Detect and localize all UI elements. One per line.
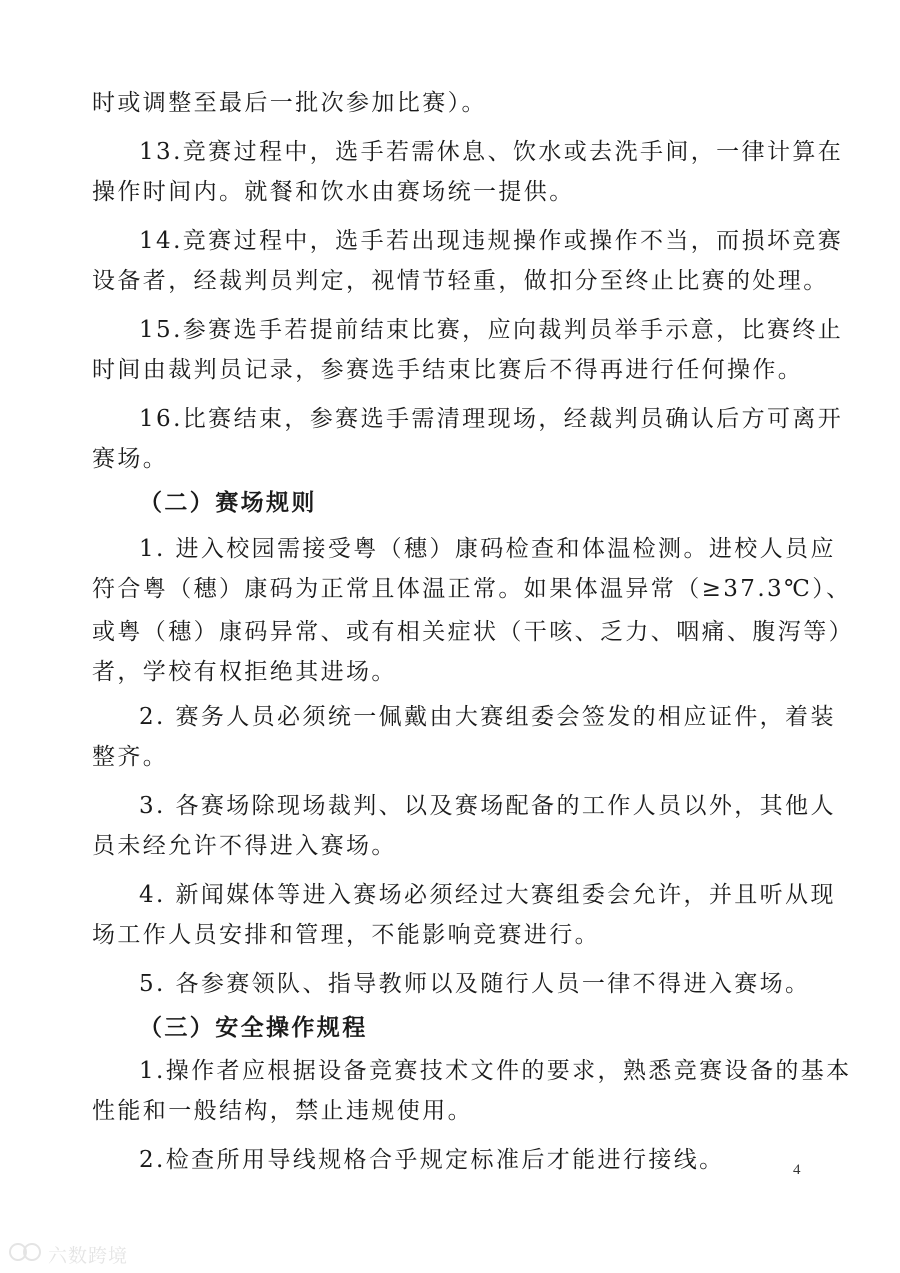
- watermark-text: 六数跨境: [48, 1244, 129, 1267]
- paragraph-line: 者，学校有权拒绝其进场。: [92, 659, 397, 685]
- paragraph-line: 场工作人员安排和管理，不能影响竞赛进行。: [92, 922, 600, 948]
- paragraph-line: 13.竞赛过程中，选手若需休息、饮水或去洗手间，一律计算在: [139, 139, 844, 165]
- paragraph-line: 3. 各赛场除现场裁判、以及赛场配备的工作人员以外，其他人: [139, 793, 836, 819]
- paragraph-line: 2. 赛务人员必须统一佩戴由大赛组委会签发的相应证件，着装: [139, 704, 836, 730]
- paragraph-line: 时或调整至最后一批次参加比赛）。: [92, 90, 487, 116]
- paragraph-line: 14.竞赛过程中，选手若出现违规操作或操作不当，而损坏竞赛: [139, 228, 844, 254]
- watermark: [8, 1240, 128, 1268]
- paragraph-line: 4. 新闻媒体等进入赛场必须经过大赛组委会允许，并且听从现: [139, 882, 836, 908]
- paragraph-line: 时间由裁判员记录，参赛选手结束比赛后不得再进行任何操作。: [92, 357, 804, 383]
- paragraph-line: 2.检查所用导线规格合乎规定标准后才能进行接线。: [139, 1147, 725, 1173]
- paragraph-line: 或粤（穗）康码异常、或有相关症状（干咳、乏力、咽痛、腹泻等）: [92, 619, 854, 645]
- paragraph-line: 1. 进入校园需接受粤（穗）康码检查和体温检测。进校人员应: [139, 536, 836, 562]
- paragraph-line: 操作时间内。就餐和饮水由赛场统一提供。: [92, 179, 575, 205]
- paragraph-line: 1.操作者应根据设备竞赛技术文件的要求，熟悉竞赛设备的基本: [139, 1058, 852, 1084]
- section-heading: （二）赛场规则: [139, 490, 317, 516]
- paragraph-line: 设备者，经裁判员判定，视情节轻重，做扣分至终止比赛的处理。: [92, 268, 829, 294]
- section-heading: （三）安全操作规程: [139, 1015, 368, 1041]
- paragraph-line: 15.参赛选手若提前结束比赛，应向裁判员举手示意，比赛终止: [139, 317, 844, 343]
- paragraph-line: 16.比赛结束，参赛选手需清理现场，经裁判员确认后方可离开: [139, 406, 844, 432]
- paragraph-line: 符合粤（穗）康码为正常且体温正常。如果体温异常（≥37.3℃）、: [92, 576, 852, 602]
- watermark-logo-icon: [8, 1240, 42, 1268]
- paragraph-line: 性能和一般结构，禁止违规使用。: [92, 1098, 473, 1124]
- paragraph-line: 整齐。: [92, 744, 169, 770]
- page-number: 4: [793, 1162, 801, 1178]
- paragraph-line: 赛场。: [92, 446, 169, 472]
- paragraph-line: 5. 各参赛领队、指导教师以及随行人员一律不得进入赛场。: [139, 971, 811, 997]
- paragraph-line: 员未经允许不得进入赛场。: [92, 833, 397, 859]
